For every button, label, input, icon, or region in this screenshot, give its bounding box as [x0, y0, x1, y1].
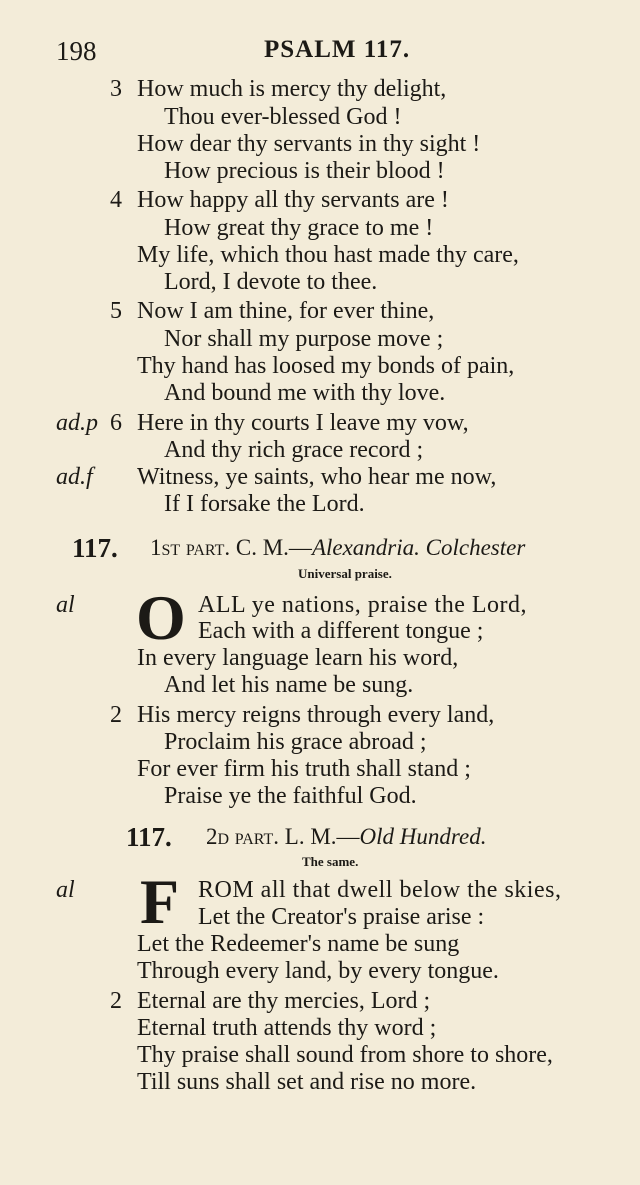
- hymn-part: 2d part.: [206, 824, 280, 849]
- verse-line: For ever firm his truth shall stand ;: [137, 756, 471, 782]
- verse-line: Nor shall my purpose move ;: [164, 326, 444, 352]
- hymn-number: 117.: [72, 533, 118, 563]
- verse-line: Thy praise shall sound from shore to shore,: [137, 1042, 553, 1068]
- verse-line: How much is mercy thy delight,: [137, 76, 447, 102]
- verse-line: My life, which thou hast made thy care,: [137, 242, 519, 268]
- hymn-subtitle: The same.: [302, 854, 359, 869]
- page-number: 198: [56, 36, 97, 66]
- verse-line: Thy hand has loosed my bonds of pain,: [137, 353, 515, 379]
- verse-number: 5: [110, 298, 122, 324]
- verse-line: Here in thy courts I leave my vow,: [137, 410, 469, 436]
- verse-line: Lord, I devote to thee.: [164, 269, 378, 295]
- verse-line: Praise ye the faithful God.: [164, 783, 417, 809]
- verse-line: Proclaim his grace abroad ;: [164, 729, 427, 755]
- verse-line: Let the Redeemer's name be sung: [137, 931, 460, 957]
- verse-line: How dear thy servants in thy sight !: [137, 131, 481, 157]
- verse-line: His mercy reigns through every land,: [137, 702, 495, 728]
- verse-line: Thou ever-blessed God !: [164, 104, 402, 130]
- verse-line: Let the Creator's praise arise :: [198, 904, 485, 930]
- dynamics-mark: al: [56, 592, 75, 618]
- verse-line: Each with a different tongue ;: [198, 618, 484, 644]
- verse-number: 2: [110, 702, 122, 728]
- dynamics-mark: ad.p: [56, 410, 98, 436]
- verse-number: 4: [110, 187, 122, 213]
- drop-cap: F: [140, 866, 180, 937]
- verse-line: How precious is their blood !: [164, 158, 445, 184]
- dynamics-mark: ad.f: [56, 464, 93, 490]
- hymn-tunes: Old Hundred.: [359, 824, 487, 849]
- verse-line: Through every land, by every tongue.: [137, 958, 499, 984]
- verse-line: How happy all thy servants are !: [137, 187, 449, 213]
- verse-line: ROM all that dwell below the skies,: [198, 877, 562, 903]
- hymn-number: 117.: [126, 822, 172, 852]
- verse-line: In every language learn his word,: [137, 645, 459, 671]
- verse-line: If I forsake the Lord.: [164, 491, 365, 517]
- dynamics-mark: al: [56, 877, 75, 903]
- hymn-heading: [150, 533, 525, 563]
- verse-number: 6: [110, 410, 122, 436]
- verse-line: Now I am thine, for ever thine,: [137, 298, 435, 324]
- verse-line: Eternal are thy mercies, Lord ;: [137, 988, 431, 1014]
- hymn-heading: [206, 822, 486, 852]
- running-title: PSALM 117.: [264, 36, 411, 63]
- verse-line: Eternal truth attends thy word ;: [137, 1015, 437, 1041]
- hymn-meter: L. M.—: [284, 824, 360, 849]
- verse-line: And let his name be sung.: [164, 672, 414, 698]
- verse-line: Witness, ye saints, who hear me now,: [137, 464, 497, 490]
- verse-line: ALL ye nations, praise the Lord,: [198, 592, 528, 618]
- drop-cap: O: [136, 582, 186, 653]
- hymn-part: 1st part.: [150, 535, 231, 560]
- verse-number: 3: [110, 76, 122, 102]
- hymn-subtitle: Universal praise.: [298, 566, 392, 581]
- hymn-meter: C. M.—: [235, 535, 312, 560]
- verse-line: How great thy grace to me !: [164, 215, 434, 241]
- verse-line: And bound me with thy love.: [164, 380, 446, 406]
- hymn-tunes: Alexandria. Colchester: [311, 535, 526, 560]
- verse-line: Till suns shall set and rise no more.: [137, 1069, 477, 1095]
- verse-line: And thy rich grace record ;: [164, 437, 424, 463]
- verse-number: 2: [110, 988, 122, 1014]
